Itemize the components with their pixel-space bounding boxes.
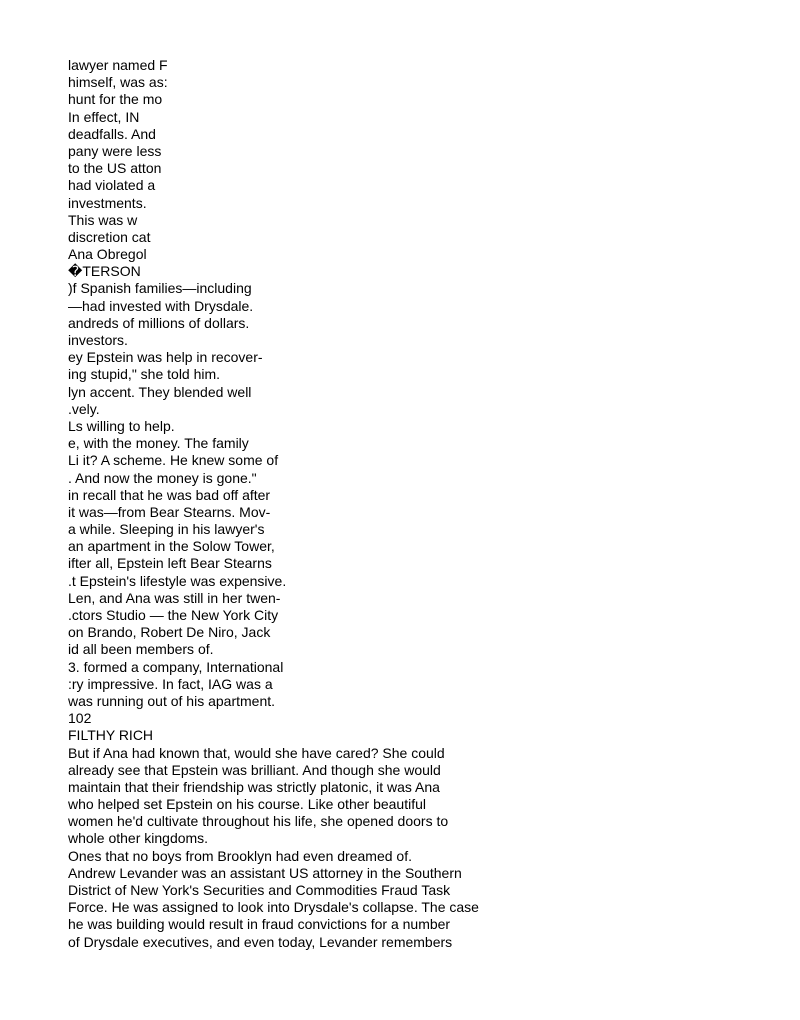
fragment-line: �TERSON — [68, 263, 141, 280]
fragment-line: .ctors Studio — the New York City — [68, 607, 279, 623]
fragment-column — [68, 57, 768, 710]
body-line: Ones that no boys from Brooklyn had even dreamed of. — [68, 847, 412, 864]
fragment-line: ing stupid," she told him. — [68, 366, 221, 383]
fragment-line: lawyer named F — [68, 57, 168, 73]
fragment-line: Ls willing to help. — [68, 417, 175, 434]
body-line: women he'd cultivate throughout his life, she opened doors to — [68, 813, 449, 830]
fragment-line: ey Epstein was help in recover- — [68, 349, 263, 366]
fragment-line: This was w — [68, 211, 138, 228]
body-line: already see that Epstein was brilliant. And though she would — [68, 761, 441, 778]
body-line: District of New York's Securities and Commodities Fraud Task — [68, 882, 451, 898]
fragment-line: a while. Sleeping in his lawyer's — [68, 521, 265, 538]
fragment-line: himself, was as: — [68, 74, 168, 91]
fragment-line: an apartment in the Solow Tower, — [68, 538, 275, 555]
fragment-line: 3. formed a company, International — [68, 658, 284, 675]
fragment-line: pany were less — [68, 142, 162, 159]
body-line: maintain that their friendship was strictly platonic, it was Ana — [68, 778, 440, 795]
fragment-line: .t Epstein's lifestyle was expensive. — [68, 572, 287, 589]
fragment-line: id all been members of. — [68, 641, 214, 658]
fragment-line: investments. — [68, 194, 147, 211]
fragment-line: had violated a — [68, 177, 156, 194]
fragment-line: lyn accent. They blended well — [68, 383, 252, 400]
document-page — [68, 57, 768, 951]
fragment-line: deadfalls. And — [68, 125, 156, 142]
fragment-line: .vely. — [68, 400, 100, 417]
body-line: who helped set Epstein on his course. Like other beautiful — [68, 796, 427, 813]
body-line: But if Ana had known that, would she have cared? She could — [68, 744, 445, 761]
body-line: of Drysdale executives, and even today, Levander remembers — [68, 933, 453, 950]
body-line: Andrew Levander was an assistant US attorney in the Southern — [68, 864, 462, 881]
page-number: 102 — [68, 710, 92, 727]
fragment-line: —had invested with Drysdale. — [68, 297, 254, 314]
fragment-line: on Brando, Robert De Niro, Jack — [68, 624, 271, 641]
fragment-line: andreds of millions of dollars. — [68, 314, 250, 331]
body-line: whole other kingdoms. — [68, 830, 209, 847]
fragment-line: e, with the money. The family — [68, 435, 249, 452]
fragment-line: :ry impressive. In fact, IAG was a — [68, 675, 273, 692]
fragment-line: . And now the money is gone." — [68, 469, 257, 486]
fragment-line: )f Spanish families—including — [68, 280, 252, 297]
body-line: Force. He was assigned to look into Drysdale's collapse. The case — [68, 899, 479, 916]
fragment-line: investors. — [68, 332, 128, 348]
fragment-line: Len, and Ana was still in her twen- — [68, 589, 281, 606]
fragment-line: it was—from Bear Stearns. Mov- — [68, 503, 271, 520]
body-line: he was building would result in fraud convictions for a number — [68, 916, 451, 933]
fragment-line: hunt for the mo — [68, 91, 163, 108]
fragment-line: to the US atton — [68, 160, 162, 177]
fragment-line: discretion cat — [68, 228, 151, 245]
fragment-line: was running out of his apartment. — [68, 692, 276, 709]
body-text — [68, 745, 768, 951]
fragment-line: Ana Obregol — [68, 246, 147, 263]
fragment-line: in recall that he was bad off after — [68, 486, 271, 503]
running-head: FILTHY RICH — [68, 727, 154, 744]
fragment-line: In effect, IN — [68, 108, 140, 125]
fragment-line: ifter all, Epstein left Bear Stearns — [68, 555, 272, 572]
fragment-line: Li it? A scheme. He knew some of — [68, 452, 279, 469]
